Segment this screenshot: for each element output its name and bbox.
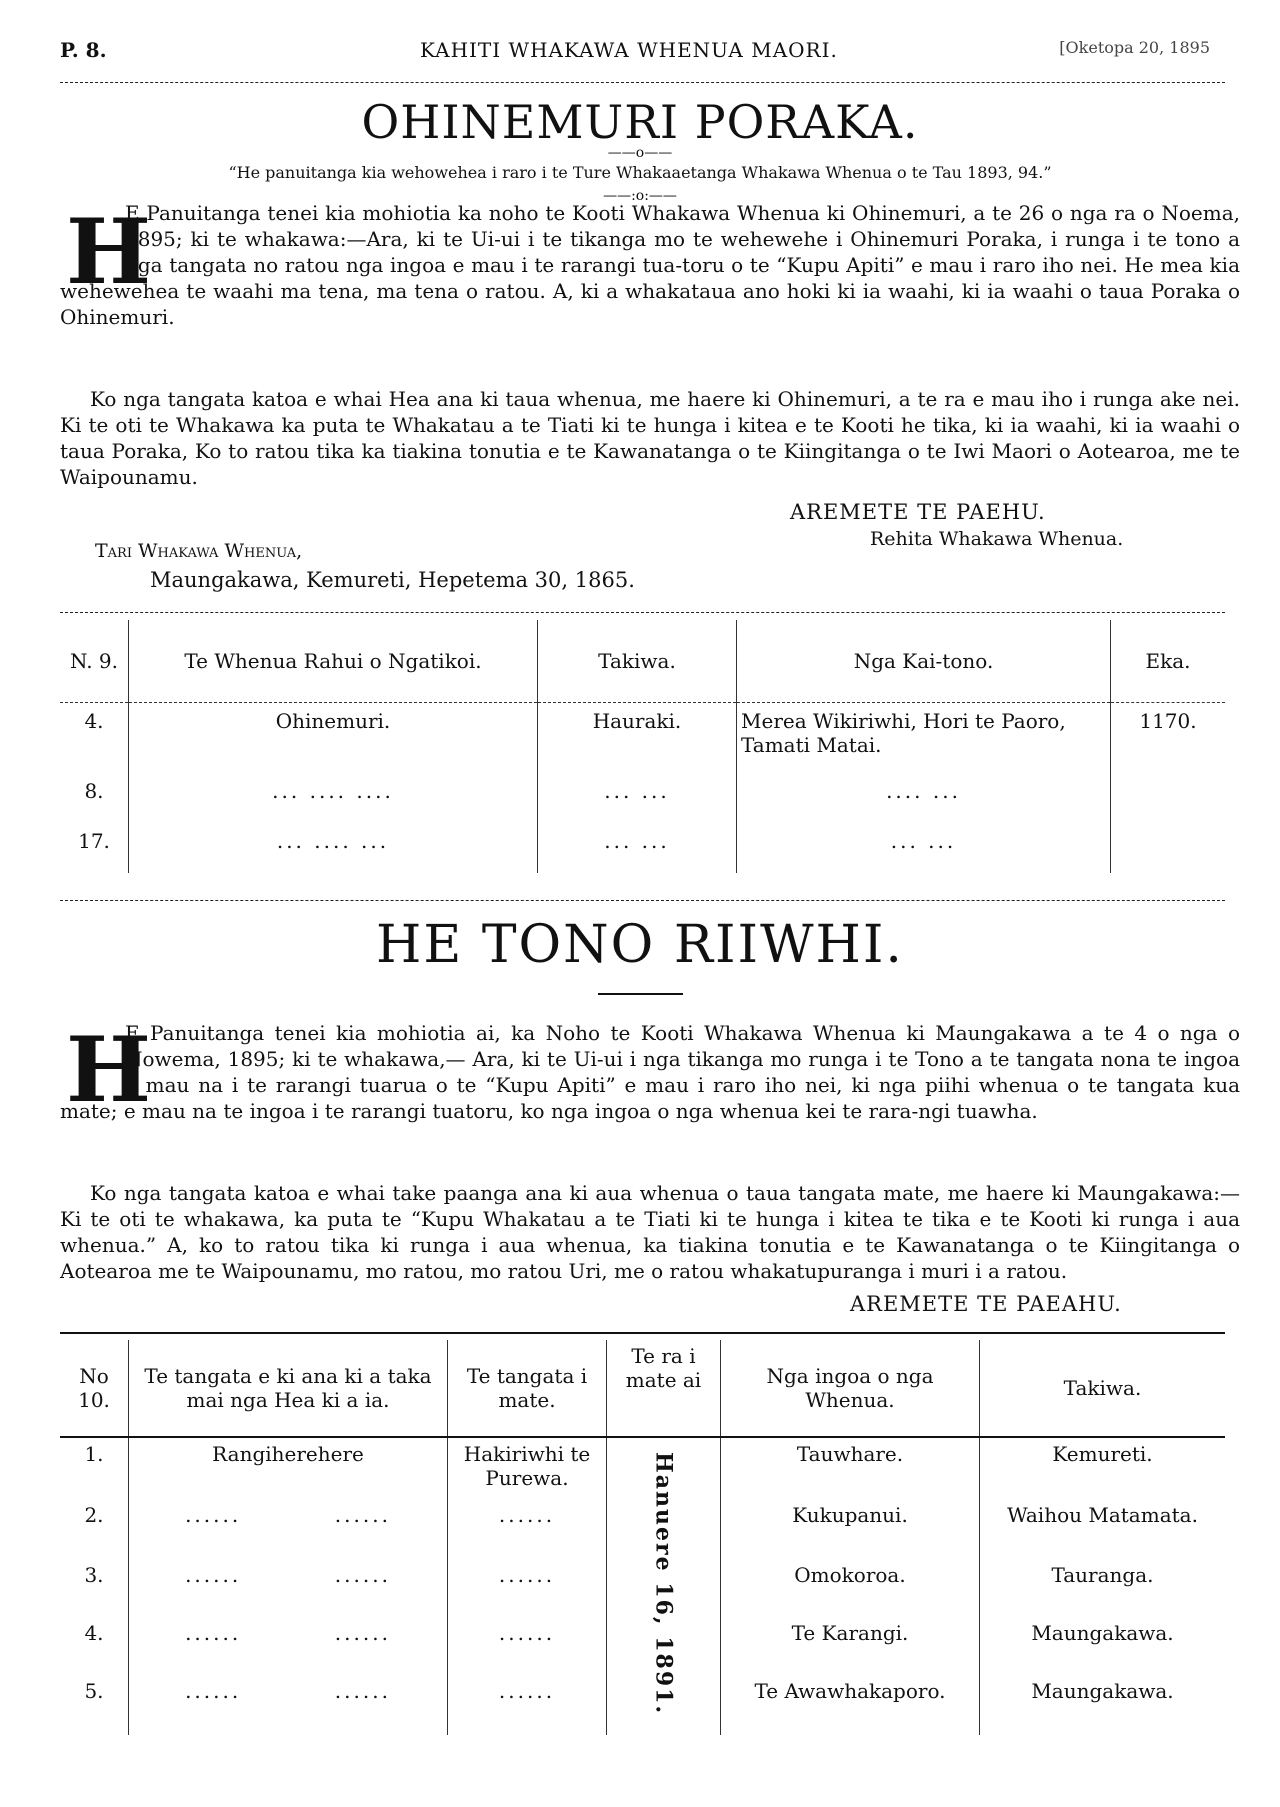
page-header — [60, 38, 1210, 68]
row-number: 1. — [84, 1442, 104, 1466]
col-number: N. 9. — [60, 620, 129, 703]
row-deceased: ...... — [448, 1559, 607, 1617]
row-number: 5. — [84, 1679, 104, 1703]
row-claimant: ...... ...... — [129, 1559, 448, 1617]
row-district: Waihou Matamata. — [980, 1499, 1226, 1559]
row-district: Kemureti. — [980, 1437, 1226, 1499]
notice2-paragraph-2: Ko nga tangata katoa e whai take paanga ana ki aua whenua o taua tangata mate, me haere ki Maungakawa:— Ki te oti te whakawa, ka puta te “Kupu Whakatau a te Tiati ki te hunga i kitea te tika e te Kooti ki runga i aua whenua.” A, ko to ratou tika ki runga i aua whenua, ka tiakina tonutia e te Kawanatanga o te Kiingitanga o Aotearoa me te Waipounamu, mo ratou, mo ratou Uri, me o ratou whakatupuranga i muri i a ratou. — [60, 1181, 1240, 1283]
row-claimant: ...... ...... — [129, 1617, 448, 1675]
row-deceased: Hakiriwhi te Purewa. — [448, 1437, 607, 1499]
title2-underline — [598, 993, 683, 995]
col-deceased: Te tangata i mate. — [448, 1340, 607, 1437]
col-acres: Eka. — [1111, 620, 1226, 703]
row-land-name: Omokoroa. — [721, 1559, 980, 1617]
title-ornament: ——o—— — [607, 145, 673, 161]
row-deceased: ...... — [448, 1499, 607, 1559]
col-district: Takiwa. — [980, 1340, 1226, 1437]
col-applicants: Nga Kai-tono. — [737, 620, 1111, 703]
row-land: Ohinemuri. — [129, 703, 538, 773]
notice1-paragraph-1 — [60, 200, 1240, 330]
notice-title-ohinemuri: OHINEMURI PORAKA. — [361, 95, 919, 149]
row-number: 2. — [84, 1503, 104, 1527]
table-header-row — [60, 1340, 1225, 1437]
row-claimant: ...... ...... — [129, 1675, 448, 1735]
table-row — [60, 703, 1225, 773]
row-land: ... .... ... — [129, 823, 538, 873]
row-land-name: Te Karangi. — [721, 1617, 980, 1675]
death-date-cell — [607, 1437, 721, 1735]
row-applicants: ... ... — [737, 823, 1111, 873]
col-number: No 10. — [60, 1340, 129, 1437]
row-applicants: .... ... — [737, 773, 1111, 823]
notice2-paragraph-1-text: E Panuitanga tenei kia mohiotia ai, ka Noho te Kooti Whakawa Whenua ki Maungakawa a te 4 o nga o Nowema, 1895; ki te whakawa,— Ara, ki te Ui-ui i nga tikanga mo runga i te Tono a te tangata nona te ingoa e mau na i te rarangi tuarua o te “Kupu Apiti” e mau i raro iho nei, ki nga piihi whenua o te tangata kua mate; e mau na te ingoa i te rarangi tuatoru, ko nga ingoa o nga whenua kei te rara-ngi tuawha. — [60, 1021, 1240, 1123]
notice1-paragraph-2: Ko nga tangata katoa e whai Hea ana ki taua whenua, me haere ki Ohinemuri, a te ra e mau iho i runga ake nei. Ki te oti te Whakawa ka puta te Whakatau a te Tiati ki te hunga i kitea e te Kooti he tika, ki ia waahi, ki ia waahi o taua Poraka, Ko to ratou tika ka tiakina tonutia e te Kawanatanga o te Kiingitanga o te Iwi Maori o Aotearoa, me te Waipounamu. — [60, 387, 1240, 489]
table1-bottom-rule — [60, 900, 1225, 901]
col-claimant: Te tangata e ki ana ki a taka mai nga Hea ki a ia. — [129, 1340, 448, 1437]
row-district: Maungakawa. — [980, 1617, 1226, 1675]
issue-date: [Oketopa 20, 1895 — [1059, 38, 1210, 57]
table-row — [60, 1437, 1225, 1499]
row-acres — [1111, 773, 1226, 823]
table1-top-rule — [60, 612, 1225, 613]
row-land-name: Kukupanui. — [721, 1499, 980, 1559]
notice-title-tono-riiwhi: HE TONO RIIWHI. — [376, 915, 904, 975]
row-number: 4. — [84, 709, 104, 733]
gazette-title: KAHITI WHAKAWA WHENUA MAORI. — [420, 38, 838, 62]
row-number: 4. — [84, 1621, 104, 1645]
caption-ornament: ——:o:—— — [603, 188, 677, 204]
notice1-paragraph-1-text: E Panuitanga tenei kia mohiotia ka noho te Kooti Whakawa Whenua ki Ohinemuri, a te 26 o nga ra o Noema, 1895; ki te whakawa:—Ara, ki te Ui-ui i te tikanga mo te wehewehe i Ohinemuri Poraka, i runga i te tono a nga tangata no ratou nga ingoa e mau i te rarangi tua-toru o te “Kupu Apiti” e mau i raro iho nei. He mea kia wehewehea te waahi ma tena, ma tena o ratou. A, ki a whakataua ano hoki ki ia waahi, ki ia waahi o taua Poraka o Ohinemuri. — [60, 201, 1240, 329]
row-district: Tauranga. — [980, 1559, 1226, 1617]
office-name: Tari Whakawa Whenua, — [95, 540, 303, 562]
row-acres — [1111, 823, 1226, 873]
signature-name-2: AREMETE TE PAEAHU. — [850, 1292, 1122, 1316]
row-land: ... .... .... — [129, 773, 538, 823]
row-number: 17. — [78, 828, 110, 853]
table-row — [60, 773, 1225, 823]
land-table — [60, 620, 1225, 873]
col-district: Takiwa. — [538, 620, 737, 703]
header-rule — [60, 82, 1225, 83]
succession-table — [60, 1340, 1225, 1735]
signature-role: Rehita Whakawa Whenua. — [870, 528, 1124, 550]
table-row — [60, 823, 1225, 873]
row-district: ... ... — [538, 823, 737, 873]
notice2-paragraph-1 — [60, 1017, 1240, 1124]
row-deceased: ...... — [448, 1675, 607, 1735]
row-claimant: Rangiherehere — [129, 1437, 448, 1499]
col-death-date: Te ra i mate ai — [607, 1340, 721, 1437]
table-header-row — [60, 620, 1225, 703]
row-claimant: ...... ...... — [129, 1499, 448, 1559]
notice-caption: “He panuitanga kia wehowehea i raro i te Ture Whakaaetanga Whakawa Whenua o te Tau 1893, 94.” — [228, 163, 1052, 182]
row-number: 8. — [84, 778, 104, 803]
row-district: Hauraki. — [538, 703, 737, 773]
row-acres: 1170. — [1111, 703, 1226, 773]
signature-name: AREMETE TE PAEHU. — [790, 500, 1046, 524]
col-land-names: Nga ingoa o nga Whenua. — [721, 1340, 980, 1437]
col-land: Te Whenua Rahui o Ngatikoi. — [129, 620, 538, 703]
table2-top-rule — [60, 1332, 1225, 1334]
row-district: Maungakawa. — [980, 1675, 1226, 1735]
row-land-name: Tauwhare. — [721, 1437, 980, 1499]
row-applicants: Merea Wikiriwhi, Hori te Paoro, Tamati Matai. — [737, 703, 1111, 773]
office-place-date: Maungakawa, Kemureti, Hepetema 30, 1865. — [150, 568, 635, 592]
death-date: Hanuere 16, 1891. — [650, 1452, 677, 1716]
row-land-name: Te Awawhakaporo. — [721, 1675, 980, 1735]
dropcap-h: H — [66, 199, 152, 305]
row-district: ... ... — [538, 773, 737, 823]
row-number: 3. — [84, 1563, 104, 1587]
page-number: P. 8. — [60, 38, 107, 62]
row-deceased: ...... — [448, 1617, 607, 1675]
dropcap-h2: H — [66, 1017, 152, 1123]
